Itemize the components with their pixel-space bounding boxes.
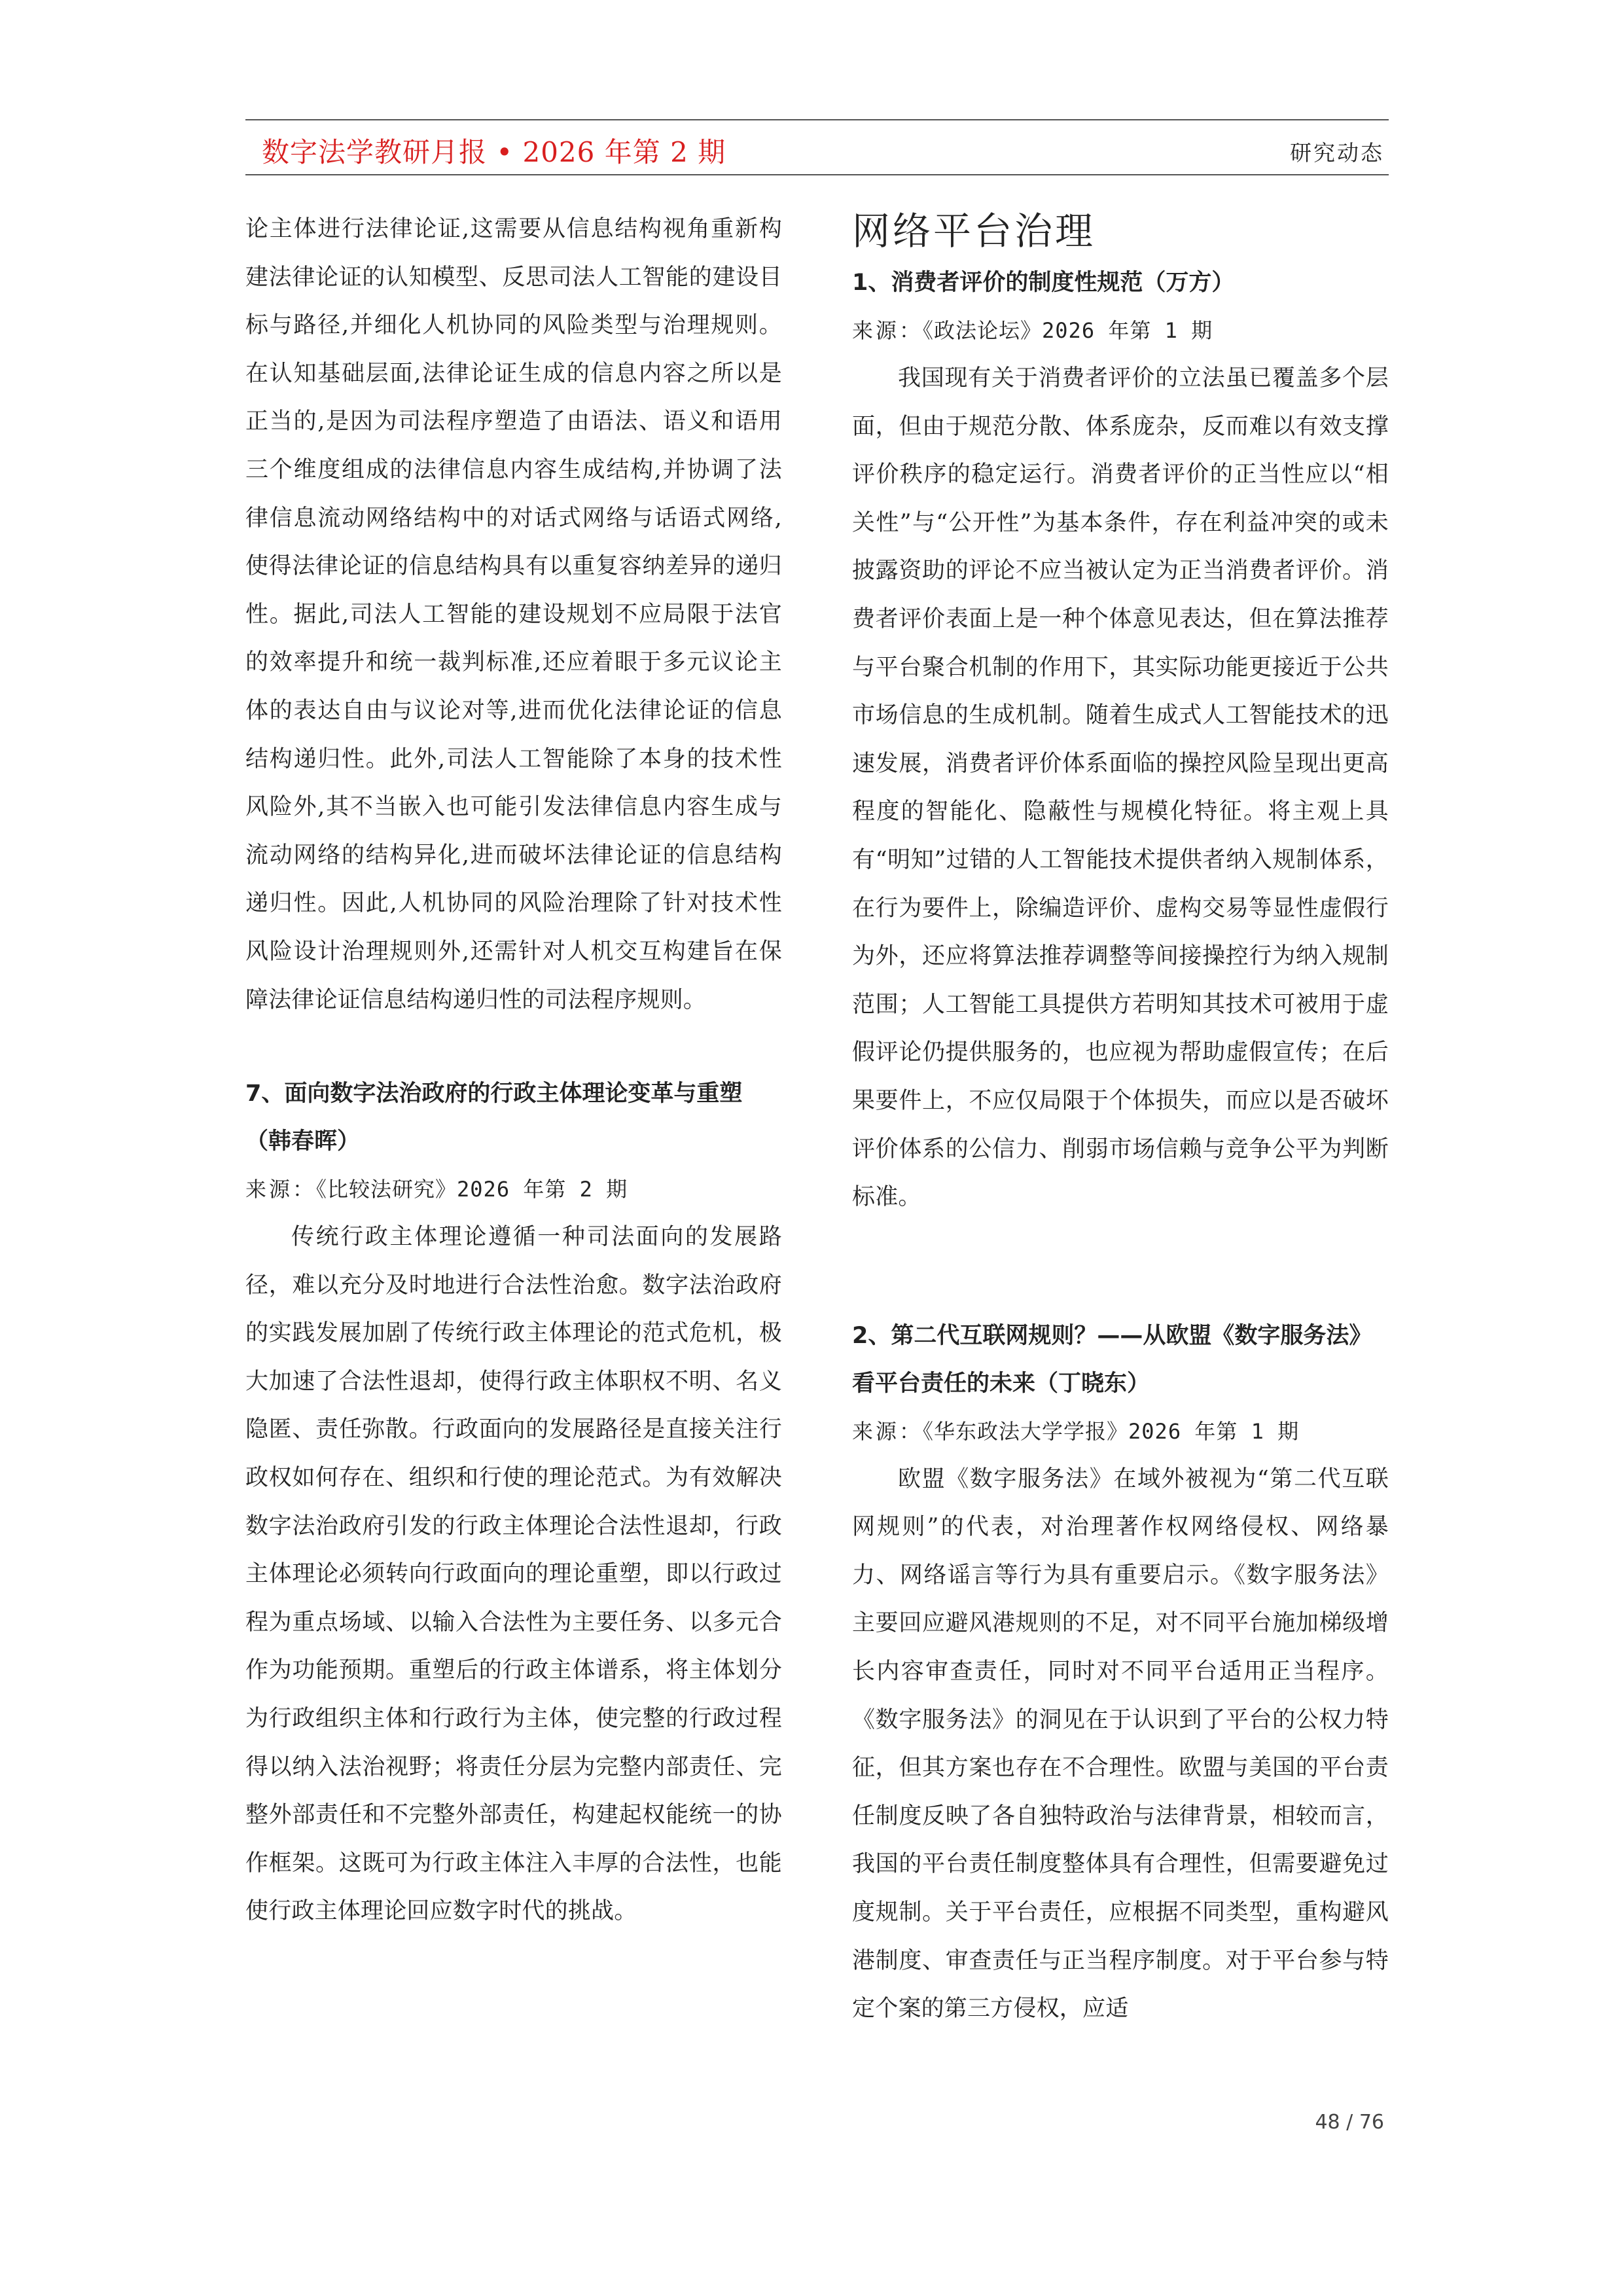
- left-column: [245, 203, 782, 1936]
- article-7-source: [245, 1166, 782, 1213]
- header-bottom-rule: [245, 174, 1389, 175]
- article-1: [852, 259, 1389, 1222]
- header-top-rule: [245, 119, 1389, 120]
- source-journal: 《政法论坛》2026 年第 1 期: [923, 318, 1213, 343]
- article-2-title: 2、第二代互联网规则？——从欧盟《数字服务法》看平台责任的未来（丁晓东）: [852, 1322, 1372, 1397]
- article-2: [852, 1312, 1389, 2034]
- source-label: 来源：: [852, 1418, 923, 1444]
- article-2-abstract: 欧盟《数字服务法》在域外被视为“第二代互联网规则”的代表，对治理著作权网络侵权、网络暴力、网络谣言等行为具有重要启示。《数字服务法》主要回应避风港规则的不足，对不同平台施加梯级增长内容审查责任，同时对不同平台适用正当程序。《数字服务法》的洞见在于认识到了平台的公权力特征，但其方案也存在不合理性。欧盟与美国的平台责任制度反映了各自独特政治与法律背景，相较而言，我国的平台责任制度整体具有合理性，但需要避免过度规制。关于平台责任，应根据不同类型，重构避风港制度、审查责任与正当程序制度。对于平台参与特定个案的第三方侵权，应适: [852, 1465, 1389, 2022]
- section-title: 网络平台治理: [852, 209, 1096, 253]
- article-7-title: 7、面向数字法治政府的行政主体理论变革与重塑（韩春晖）: [245, 1081, 743, 1155]
- article-1-title: 1、消费者评价的制度性规范（万方）: [852, 270, 1235, 296]
- header-section-label: 研究动态: [1290, 140, 1384, 166]
- journal-header-title: 数字法学教研月报 • 2026 年第 2 期: [262, 136, 726, 168]
- article-7: [245, 1070, 782, 1936]
- source-label: 来源：: [852, 318, 923, 343]
- source-journal: 《比较法研究》2026 年第 2 期: [316, 1177, 628, 1202]
- article-2-source: [852, 1408, 1389, 1456]
- continued-paragraph: 论主体进行法律论证,这需要从信息结构视角重新构建法律论证的认知模型、反思司法人工智能的建设目标与路径,并细化人机协同的风险类型与治理规则。在认知基础层面,法律论证生成的信息内容之所以是正当的,是因为司法程序塑造了由语法、语义和语用三个维度组成的法律信息内容生成结构,并协调了法律信息流动网络结构中的对话式网络与话语式网络,使得法律论证的信息结构具有以重复容纳差异的递归性。据此,司法人工智能的建设规划不应局限于法官的效率提升和统一裁判标准,还应着眼于多元议论主体的表达自由与议论对等,进而优化法律论证的信息结构递归性。此外,司法人工智能除了本身的技术性风险外,其不当嵌入也可能引发法律信息内容生成与流动网络的结构异化,进而破坏法律论证的信息结构递归性。因此,人机协同的风险治理除了针对技术性风险设计治理规则外,还需针对人机交互构建旨在保障法律论证信息结构递归性的司法程序规则。: [245, 216, 782, 1013]
- right-column: [852, 203, 1389, 2034]
- article-1-source: [852, 307, 1389, 355]
- article-1-abstract: 我国现有关于消费者评价的立法虽已覆盖多个层面，但由于规范分散、体系庞杂，反而难以有效支撑评价秩序的稳定运行。消费者评价的正当性应以“相关性”与“公开性”为基本条件，存在利益冲突的或未披露资助的评论不应当被认定为正当消费者评价。消费者评价表面上是一种个体意见表达，但在算法推荐与平台聚合机制的作用下，其实际功能更接近于公共市场信息的生成机制。随着生成式人工智能技术的迅速发展，消费者评价体系面临的操控风险呈现出更高程度的智能化、隐蔽性与规模化特征。将主观上具有“明知”过错的人工智能技术提供者纳入规制体系，在行为要件上，除编造评价、虚构交易等显性虚假行为外，还应将算法推荐调整等间接操控行为纳入规制范围；人工智能工具提供方若明知其技术可被用于虚假评论仍提供服务的，也应视为帮助虚假宣传；在后果要件上，不应仅局限于个体损失，而应以是否破坏评价体系的公信力、削弱市场信赖与竞争公平为判断标准。: [852, 365, 1389, 1211]
- page-number: 48 / 76: [1315, 2111, 1384, 2134]
- source-label: 来源：: [245, 1177, 317, 1202]
- source-journal: 《华东政法大学学报》2026 年第 1 期: [923, 1418, 1300, 1444]
- article-7-abstract: 传统行政主体理论遵循一种司法面向的发展路径，难以充分及时地进行合法性治愈。数字法治政府的实践发展加剧了传统行政主体理论的范式危机，极大加速了合法性退却，使得行政主体职权不明、名义隐匿、责任弥散。行政面向的发展路径是直接关注行政权如何存在、组织和行使的理论范式。为有效解决数字法治政府引发的行政主体理论合法性退却，行政主体理论必须转向行政面向的理论重塑，即以行政过程为重点场域、以输入合法性为主要任务、以多元合作为功能预期。重塑后的行政主体谱系，将主体划分为行政组织主体和行政行为主体，使完整的行政过程得以纳入法治视野；将责任分层为完整内部责任、完整外部责任和不完整外部责任，构建起权能统一的协作框架。这既可为行政主体注入丰厚的合法性，也能使行政主体理论回应数字时代的挑战。: [245, 1224, 782, 1925]
